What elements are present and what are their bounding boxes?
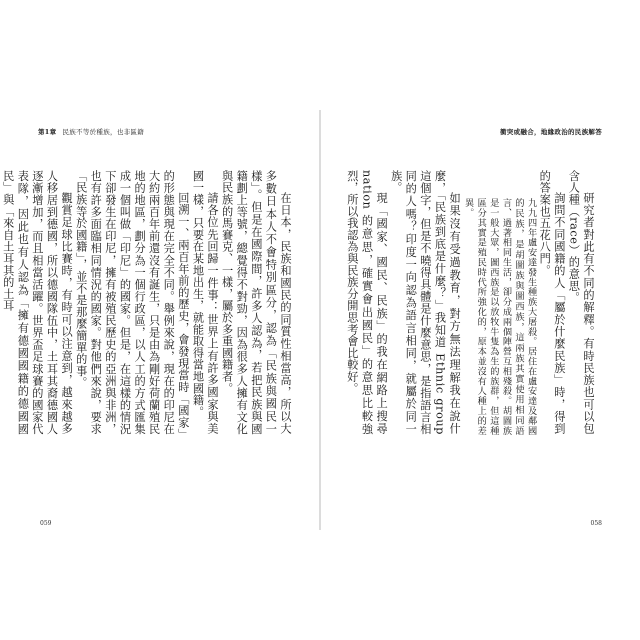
book-spread (1, 110, 620, 530)
left-running-head (38, 127, 144, 136)
chapter-title: 民族不等於種族，也非區籍 (62, 128, 145, 136)
chapter-label: 第1章 (38, 128, 57, 136)
right-page-number: 058 (590, 520, 602, 527)
right-running-head: 衝突或融合，地緣政治的民族解答 (500, 128, 602, 136)
left-body-text (1, 170, 292, 435)
right-paragraph: 詢問不同國籍的人「屬於什麼民族」時，得到的答案也五花八門。 (538, 170, 566, 435)
left-paragraph: 觀賞足球比賽時，有時可以注意到，越來越多人移居到德國，所以德國隊伍中，土耳其裔德國人逐漸增加，而且相當活躍。世界盃足球賽的國家代表隊，因此也有人認為「擁有德國國籍的德國國民」與「來自土耳其的土耳 (1, 170, 74, 435)
left-page (1, 110, 319, 530)
right-paragraph: 研究者對此有不同的解釋。有時民族也可以包含人種（race）的意思。 (567, 170, 595, 435)
left-paragraph: 在日本，民族和國民的同質性相當高，所以大多數日本人不會特別區分，認為「民族與國民一樣」。但是在國際間，許多人認為，若把民族與國籍劃上等號，總覺得不對勁，因為很多人擁有文化與民族的馬賽克、一樣，屬於多重國籍者。 (220, 170, 292, 435)
right-paragraph: 現「國家、國民、民族」的我在網路上搜尋 nation 的意思，確實會出國民」的意思比較強烈，所以我認為與民族分開思考會比較好。 (345, 170, 389, 435)
left-paragraph: 回溯一、兩百年前的歷史，會發現當時「國家」的形態與現在完全不同。舉例來說，現在的印尼在大約兩百年前還沒有誕生，只是由為剛好荷蘭殖民地的地區，劃分為一個行政區，以人工的方式匯集成一個叫做「印尼」的國家。但是，在這樣的情況下卻發生在印尼，擁有被殖民歷史的亞洲與非洲，也有許多面臨相同情況的國家。對他們來說，要求「民族等於國籍」，並不是那麼簡單的事。 (74, 170, 190, 435)
left-paragraph: 請各位先回歸一件事：世界上有許多國家與美國一樣，只要在某地出生，就能取得當地國籍。 (191, 170, 220, 435)
block-quote: 九九四年盧安達發生種族大屠殺。居住在盧安達及鄰國的民族，是胡圖族與圖西族，這兩族其實使用相同語言、過著相同生活，卻分成兩個陣營互相殘殺。胡圖族是一般大眾，圖西族是以放牧牛隻為生的族群，但這種區分其實是殖民時代所強化的，原本並沒有人種上的差異。 (462, 197, 537, 435)
right-body-text (341, 170, 595, 435)
right-page (321, 110, 620, 530)
right-paragraph: 如果沒有受過教育，對方無法理解我在說什麼，「民族到底是什麼？」我知道 Ethnic group 這個字，但是不曉得具體是什麼意思，是指語言相同的人嗎？印度一向認為語言相同，就屬於同一族。 (389, 170, 462, 435)
left-page-number: 059 (40, 520, 52, 527)
